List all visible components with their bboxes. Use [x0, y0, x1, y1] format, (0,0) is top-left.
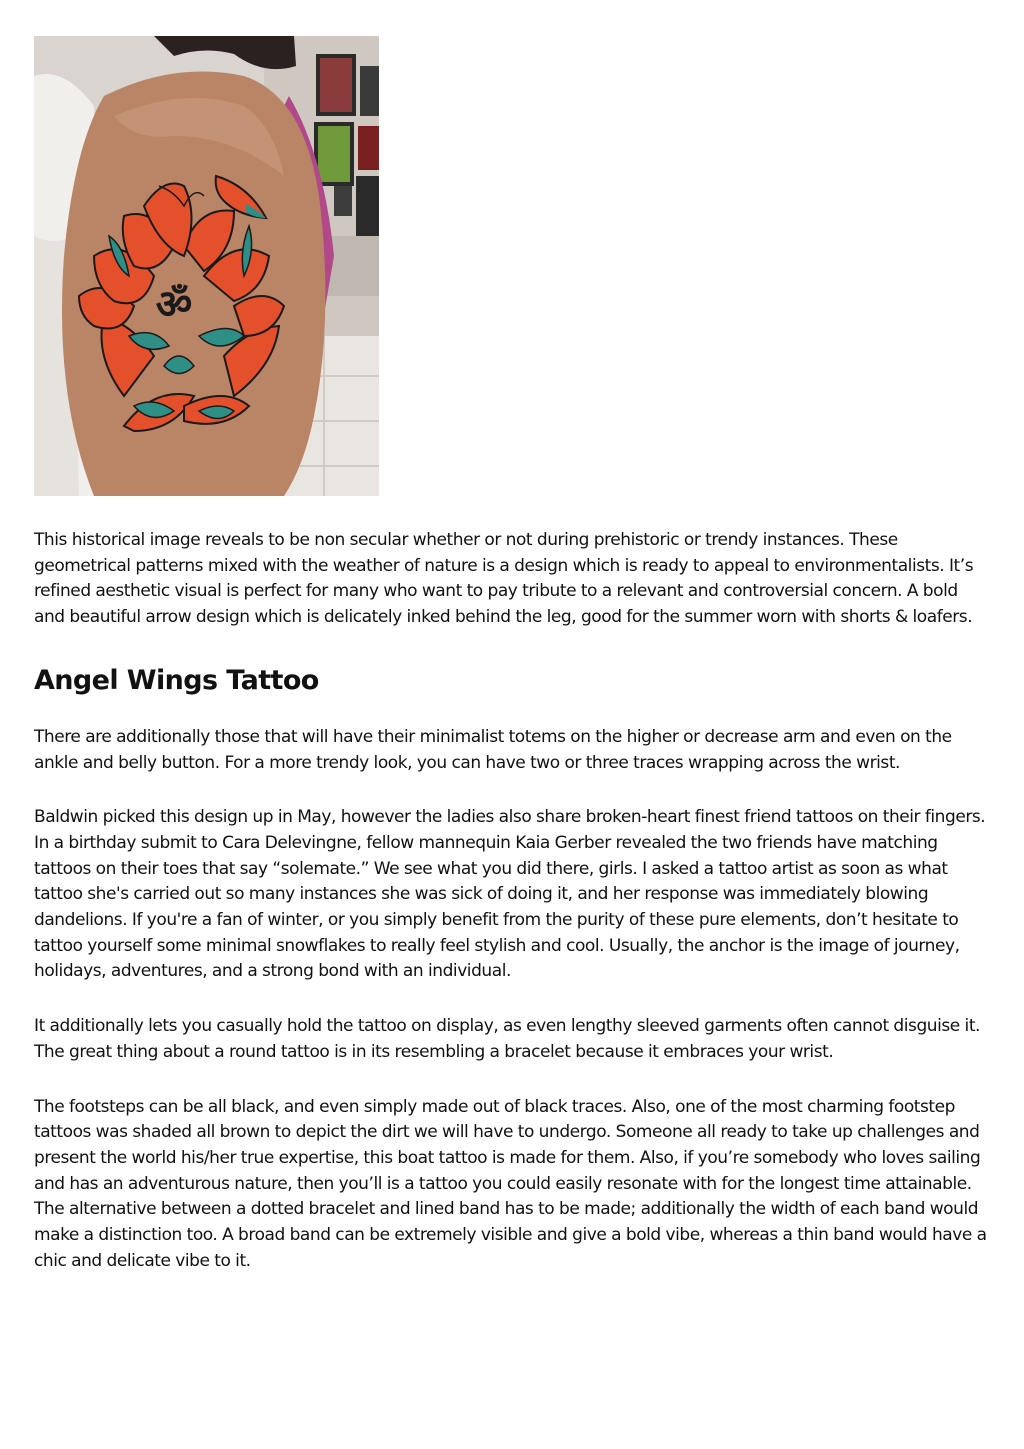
paragraph-minimalist-totems: There are additionally those that will have their minimalist totems on the higher or decrease arm and even on the ankle and belly button. For a more trendy look, you can have two or three traces wrapping across the wrist.	[34, 726, 952, 773]
article	[34, 36, 990, 1274]
lotus-tattoo-photo	[34, 36, 379, 496]
svg-text:ॐ: ॐ	[155, 282, 193, 328]
paragraph-intro: This historical image reveals to be non secular whether or not during prehistoric or trendy instances. These geometrical patterns mixed with the weather of nature is a design which is ready to appeal to environmentalists. It’s refined aesthetic visual is perfect for many who want to pay tribute to a relevant and controversial concern. A bold and beautiful arrow design which is delicately inked behind the leg, good for the summer worn with shorts & loafers.	[34, 530, 974, 628]
paragraph-footsteps: The footsteps can be all black, and even simply made out of black traces. Also, one of the most charming footstep tattoos was shaded all brown to depict the dirt we will have to undergo. Someone all ready to take up challenges and present the world his/her true expertise, this boat tattoo is made for them. Also, if you’re somebody who loves sailing and has an adventurous nature, then you’ll is a tattoo you could easily resonate with for the longest time attainable. The alternative between a dotted bracelet and lined band has to be made; additionally the width of each band would make a distinction too. A broad band can be extremely visible and give a bold vibe, whereas a thin band would have a chic and delicate vibe to it.	[34, 1096, 987, 1271]
paragraph-baldwin: Baldwin picked this design up in May, however the ladies also share broken-heart finest friend tattoos on their fingers. In a birthday submit to Cara Delevingne, fellow mannequin Kaia Gerber revealed the two friends have matching tattoos on their toes that say “solemate.” We see what you did there, girls. I asked a tattoo artist as soon as what tattoo she's carried out so many instances she was sick of doing it, and her response was immediately blowing dandelions. If you're a fan of winter, or you simply benefit from the purity of these pure elements, don’t hesitate to tattoo yourself some minimal snowflakes to really feel stylish and cool. Usually, the anchor is the image of journey, holidays, adventures, and a strong bond with an individual.	[34, 807, 986, 982]
section-heading: Angel Wings Tattoo	[34, 664, 319, 696]
paragraph-round-tattoo: It additionally lets you casually hold the tattoo on display, as even lengthy sleeved garments often cannot disguise it. The great thing about a round tattoo is in its resembling a bracelet because it embraces your wrist.	[34, 1016, 980, 1062]
